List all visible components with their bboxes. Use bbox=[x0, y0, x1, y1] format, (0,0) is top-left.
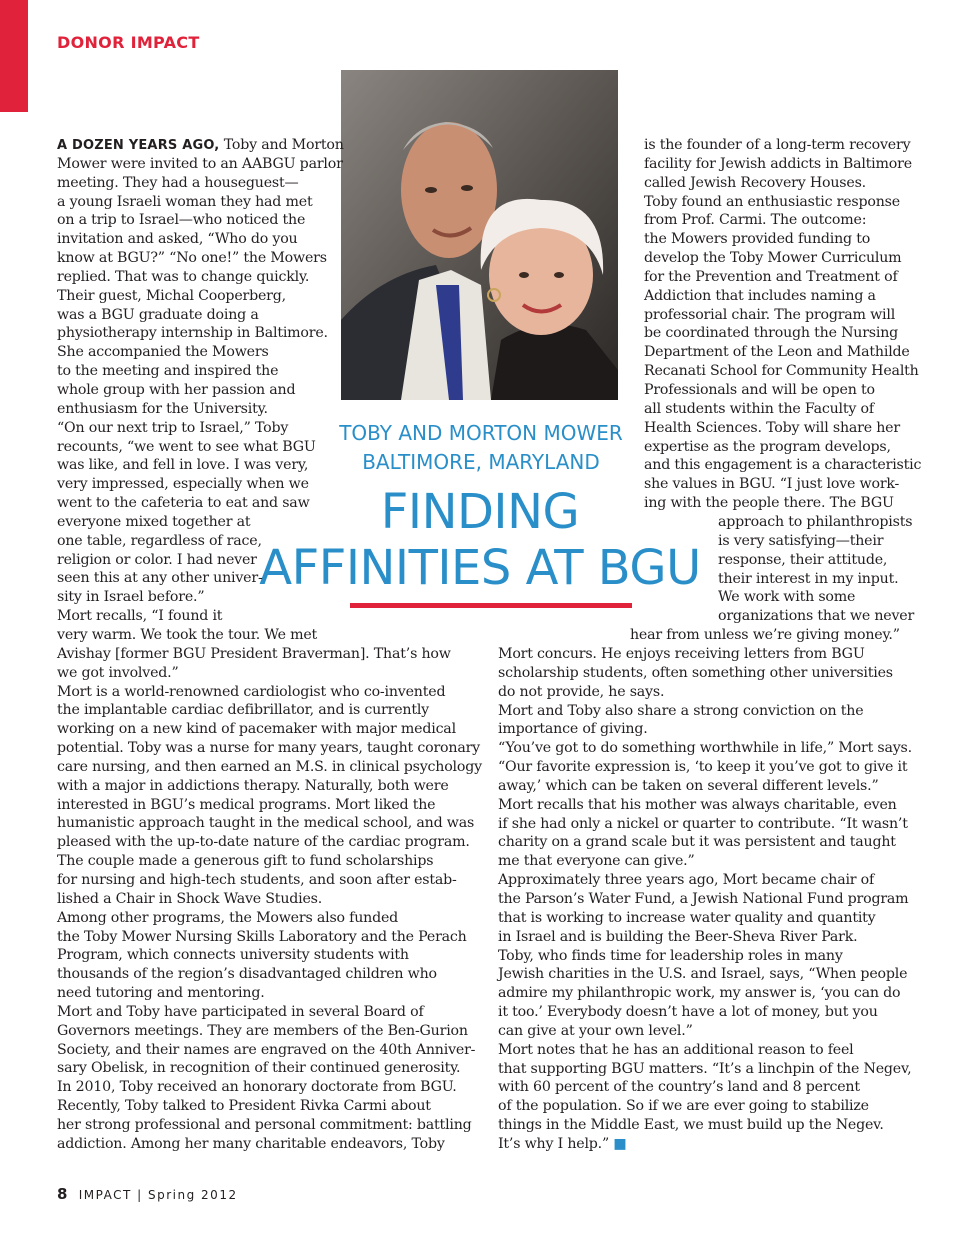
portrait-illustration bbox=[341, 70, 618, 400]
text-line: enthusiasm for the University. bbox=[57, 400, 268, 417]
text-line: Approximately three years ago, Mort became chair of bbox=[498, 872, 875, 889]
text-line: Society, and their names are engraved on the 40th Anniver- bbox=[57, 1041, 476, 1058]
text-line: if she had only a nickel or quarter to contribute. “It wasn’t bbox=[498, 815, 908, 832]
subhead-location: BALTIMORE, MARYLAND bbox=[362, 450, 600, 474]
text-line: The couple made a generous gift to fund scholarships bbox=[57, 853, 434, 870]
text-line: with a major in addictions therapy. Naturally, both were bbox=[57, 777, 449, 794]
text-line: Mort recalls that his mother was always charitable, even bbox=[498, 796, 897, 813]
text-line: the Toby Mower Nursing Skills Laboratory and the Perach bbox=[57, 928, 467, 945]
text-line: that supporting BGU matters. “It’s a linchpin of the Negev, bbox=[498, 1060, 912, 1077]
text-line: Mower were invited to an AABGU parlor bbox=[57, 155, 343, 172]
text-line: and this engagement is a characteristic bbox=[644, 457, 922, 474]
text-line: Health Sciences. Toby will share her bbox=[644, 419, 900, 436]
text-line: Professionals and will be open to bbox=[644, 381, 875, 398]
text-line: of the population. So if we are ever going to stabilize bbox=[498, 1098, 869, 1115]
text-line: ing with the people there. The BGU bbox=[644, 495, 894, 512]
text-line: very warm. We took the tour. We met bbox=[57, 627, 318, 643]
text-line: the Parson’s Water Fund, a Jewish National Fund program bbox=[498, 890, 909, 907]
text-line: seen this at any other univer- bbox=[57, 570, 263, 587]
text-line: me that everyone can give.” bbox=[498, 853, 695, 870]
headline-rule bbox=[350, 603, 632, 608]
text-line: can give at your own level.” bbox=[498, 1022, 693, 1039]
text-line: we got involved.” bbox=[57, 664, 179, 681]
text-line bbox=[498, 1135, 912, 1154]
text-line: was like, and fell in love. I was very, bbox=[57, 457, 309, 474]
text-line: Mort and Toby also share a strong conviction on the bbox=[498, 702, 864, 719]
text-line: whole group with her passion and bbox=[57, 381, 296, 398]
text-line: Avishay [former BGU President Braverman]. That’s how bbox=[57, 645, 451, 662]
text-line: is very satisfying—their bbox=[718, 532, 884, 549]
text-line: invitation and asked, “Who do you bbox=[57, 231, 298, 248]
text-line: working on a new kind of pacemaker with major medical bbox=[57, 721, 456, 738]
text-line: Jewish charities in the U.S. and Israel, says, “When people bbox=[498, 966, 908, 983]
text-line: approach to philanthropists bbox=[718, 514, 913, 530]
text-line: for the Prevention and Treatment of bbox=[644, 268, 898, 285]
text-line: for nursing and high-tech students, and soon after estab- bbox=[57, 871, 457, 888]
text-line: very impressed, especially when we bbox=[57, 476, 309, 493]
text-line: potential. Toby was a nurse for many years, taught coronary bbox=[57, 740, 480, 757]
text-line: it too.’ Everybody doesn’t have a lot of money, but you bbox=[498, 1004, 878, 1021]
text-line: with 60 percent of the country’s land and 8 percent bbox=[498, 1079, 860, 1096]
text-line: admire my philanthropic work, my answer is, ‘you can do bbox=[498, 985, 901, 1002]
text-line: called Jewish Recovery Houses. bbox=[644, 174, 866, 191]
page-footer bbox=[57, 1185, 238, 1203]
text-line: care nursing, and then earned an M.S. in clinical psychology bbox=[57, 758, 482, 775]
text-line: Toby found an enthusiastic response bbox=[644, 193, 900, 210]
text-line: religion or color. I had never bbox=[57, 551, 257, 568]
text-line: Their guest, Michal Cooperberg, bbox=[57, 287, 286, 304]
accent-bar bbox=[0, 0, 28, 112]
text-line: sity in Israel before.” bbox=[57, 589, 205, 606]
column-2-wide bbox=[498, 645, 912, 1154]
text-line: response, their attitude, bbox=[718, 551, 888, 568]
text-line: do not provide, he says. bbox=[498, 683, 665, 700]
text-line: is the founder of a long-term recovery bbox=[644, 137, 911, 153]
text-line: she values in BGU. “I just love work- bbox=[644, 476, 900, 493]
text-line: Toby, who finds time for leadership roles in many bbox=[498, 947, 843, 964]
text-line: charity on a grand scale but it was persistent and taught bbox=[498, 834, 896, 851]
text-line: on a trip to Israel—who noticed the bbox=[57, 212, 306, 229]
text-line: was a BGU graduate doing a bbox=[57, 306, 259, 323]
text-line: her strong professional and personal commitment: battling bbox=[57, 1116, 472, 1133]
column-1-wide bbox=[57, 626, 482, 1154]
text-line: Recanati School for Community Health bbox=[644, 363, 919, 380]
text-line: “Our favorite expression is, ‘to keep it you’ve got to give it bbox=[498, 759, 908, 776]
text-line: Mort is a world-renowned cardiologist who co-invented bbox=[57, 683, 446, 700]
text-line: interested in BGU’s medical programs. Mort liked the bbox=[57, 796, 436, 813]
text-line: Department of the Leon and Mathilde bbox=[644, 344, 910, 361]
text-line: physiotherapy internship in Baltimore. bbox=[57, 325, 328, 342]
headline-line-2: AFFINITIES AT BGU bbox=[259, 540, 701, 596]
text-line: In 2010, Toby received an honorary doctorate from BGU. bbox=[57, 1079, 457, 1096]
text-line bbox=[57, 136, 344, 155]
text-line: know at BGU?” “No one!” the Mowers bbox=[57, 250, 327, 267]
text-line: be coordinated through the Nursing bbox=[644, 325, 899, 342]
text-line: humanistic approach taught in the medical school, and was bbox=[57, 815, 475, 832]
text-line: scholarship students, often something other universities bbox=[498, 664, 893, 681]
text-line: a young Israeli woman they had met bbox=[57, 193, 313, 210]
text-line: that is working to increase water quality and quantity bbox=[498, 909, 876, 926]
text-line: “You’ve got to do something worthwhile in life,” Mort says. bbox=[498, 740, 912, 757]
headline-line-1: FINDING bbox=[380, 484, 580, 540]
text-line: Among other programs, the Mowers also funded bbox=[57, 909, 399, 926]
text-line: importance of giving. bbox=[498, 721, 648, 738]
text-line: facility for Jewish addicts in Baltimore bbox=[644, 155, 912, 172]
text-line: addiction. Among her many charitable endeavors, Toby bbox=[57, 1135, 445, 1152]
text-line: need tutoring and mentoring. bbox=[57, 985, 265, 1002]
text-line: sary Obelisk, in recognition of their continued generosity. bbox=[57, 1060, 461, 1077]
publication-info: IMPACT | Spring 2012 bbox=[78, 1188, 238, 1202]
text-line: the Mowers provided funding to bbox=[644, 231, 871, 248]
text-line: away,’ which can be taken on several different levels.” bbox=[498, 777, 879, 794]
text-line: all students within the Faculty of bbox=[644, 400, 874, 417]
text-line: the implantable cardiac defibrillator, and is currently bbox=[57, 702, 429, 719]
text-line: their interest in my input. bbox=[718, 570, 899, 587]
text-line: organizations that we never bbox=[718, 608, 915, 625]
text-line: in Israel and is building the Beer-Sheva River Park. bbox=[498, 928, 858, 945]
text-line: Mort and Toby have participated in several Board of bbox=[57, 1003, 424, 1020]
text-line: meeting. They had a houseguest— bbox=[57, 174, 299, 191]
column-1-narrow bbox=[57, 136, 344, 626]
text-run: Toby and Morton bbox=[223, 137, 344, 153]
text-line: Governors meetings. They are members of the Ben-Gurion bbox=[57, 1022, 468, 1039]
text-line: Mort notes that he has an additional reason to feel bbox=[498, 1041, 854, 1058]
text-line: Mort concurs. He enjoys receiving letters from BGU bbox=[498, 646, 865, 662]
text-line: She accompanied the Mowers bbox=[57, 344, 269, 361]
text-line: everyone mixed together at bbox=[57, 513, 251, 530]
text-line: things in the Middle East, we must build up the Negev. bbox=[498, 1117, 884, 1134]
couple-portrait-photo bbox=[341, 70, 618, 400]
text-line: to the meeting and inspired the bbox=[57, 363, 279, 380]
text-line: Program, which connects university students with bbox=[57, 947, 409, 964]
text-line: hear from unless we’re giving money.” bbox=[630, 627, 900, 643]
text-run: It’s why I help.” bbox=[498, 1135, 610, 1152]
text-line: Addiction that includes naming a bbox=[644, 287, 876, 304]
section-label: DONOR IMPACT bbox=[57, 33, 200, 52]
text-line: “On our next trip to Israel,” Toby bbox=[57, 419, 289, 436]
text-line: We work with some bbox=[718, 589, 856, 606]
text-line: Mort recalls, “I found it bbox=[57, 608, 223, 625]
column-2-top bbox=[644, 136, 921, 513]
subhead-names: TOBY AND MORTON MOWER bbox=[339, 421, 623, 445]
text-line: Recently, Toby talked to President Rivka Carmi about bbox=[57, 1098, 431, 1115]
text-line: one table, regardless of race, bbox=[57, 532, 262, 549]
text-line: thousands of the region’s disadvantaged children who bbox=[57, 966, 437, 983]
text-line: recounts, “we went to see what BGU bbox=[57, 438, 316, 455]
column-2-narrow bbox=[718, 513, 914, 626]
text-line: professorial chair. The program will bbox=[644, 306, 896, 323]
text-line: replied. That was to change quickly. bbox=[57, 268, 310, 285]
page-number: 8 bbox=[57, 1185, 68, 1203]
lead-in: A DOZEN YEARS AGO, bbox=[57, 138, 220, 153]
text-line: pleased with the up-to-date nature of the cardiac program. bbox=[57, 834, 470, 851]
text-line: from Prof. Carmi. The outcome: bbox=[644, 212, 867, 229]
text-line: lished a Chair in Shock Wave Studies. bbox=[57, 890, 323, 907]
end-mark-icon: ■ bbox=[613, 1135, 627, 1152]
text-line: develop the Toby Mower Curriculum bbox=[644, 250, 902, 267]
column-2-transition bbox=[630, 626, 900, 645]
text-line: expertise as the program develops, bbox=[644, 438, 891, 455]
text-line: went to the cafeteria to eat and saw bbox=[57, 495, 310, 512]
